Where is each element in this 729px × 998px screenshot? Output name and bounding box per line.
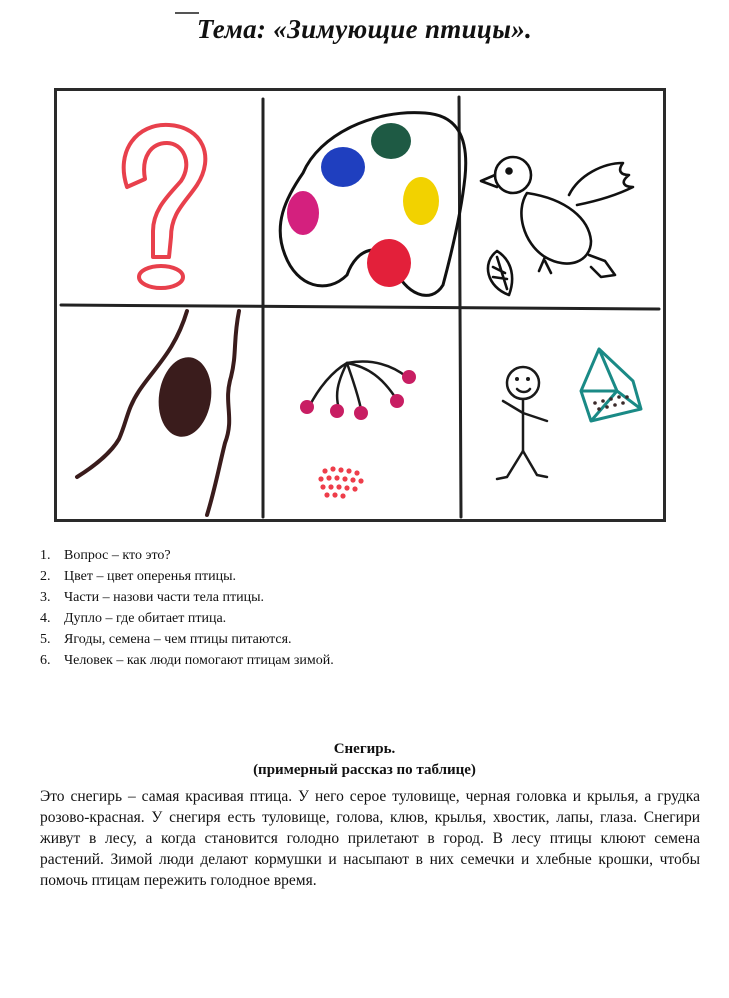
list-item: 5. Ягоды, семена – чем птицы питаются. [40, 632, 292, 647]
berries-icon [300, 362, 416, 499]
list-item: 3. Части – назови части тела птицы. [40, 590, 265, 605]
question-mark-icon [124, 125, 206, 288]
mnemonic-drawing [57, 91, 663, 519]
palette-icon [280, 113, 466, 296]
story-text: Это снегирь – самая красивая птица. У него серое туловище, черная головка и крылья, а грудка розово-красная. У снегиря есть туловище, голова, клюв, крылья, хвостик, лапы, глаза. Снегири живут в лесу, а когда становится голодно прилетают в город. В лесу птицы клюют семена растений. Зимой люди делают кормушки и насыпают в них семечки и хлебные крошки, чтобы помочь птицам пережить голодное время. [40, 788, 700, 889]
story-title: Снегирь. [333, 741, 396, 757]
tree-hollow-icon [77, 311, 239, 515]
mnemonic-table [54, 88, 666, 522]
story-subtitle: (примерный рассказ по таблице) [253, 762, 476, 778]
list-item: 2. Цвет – цвет оперенья птицы. [40, 569, 237, 584]
bird-icon [481, 157, 633, 295]
page-title: Тема: «Зимующие птицы». [196, 14, 533, 44]
person-and-feeder-icon [497, 349, 641, 479]
explanation-list [40, 545, 334, 671]
list-item: 6. Человек – как люди помогают птицам зимой. [40, 653, 334, 668]
list-item: 4. Дупло – где обитает птица. [40, 611, 227, 626]
grid-line [61, 305, 659, 309]
list-item: 1. Вопрос – кто это? [40, 548, 171, 563]
